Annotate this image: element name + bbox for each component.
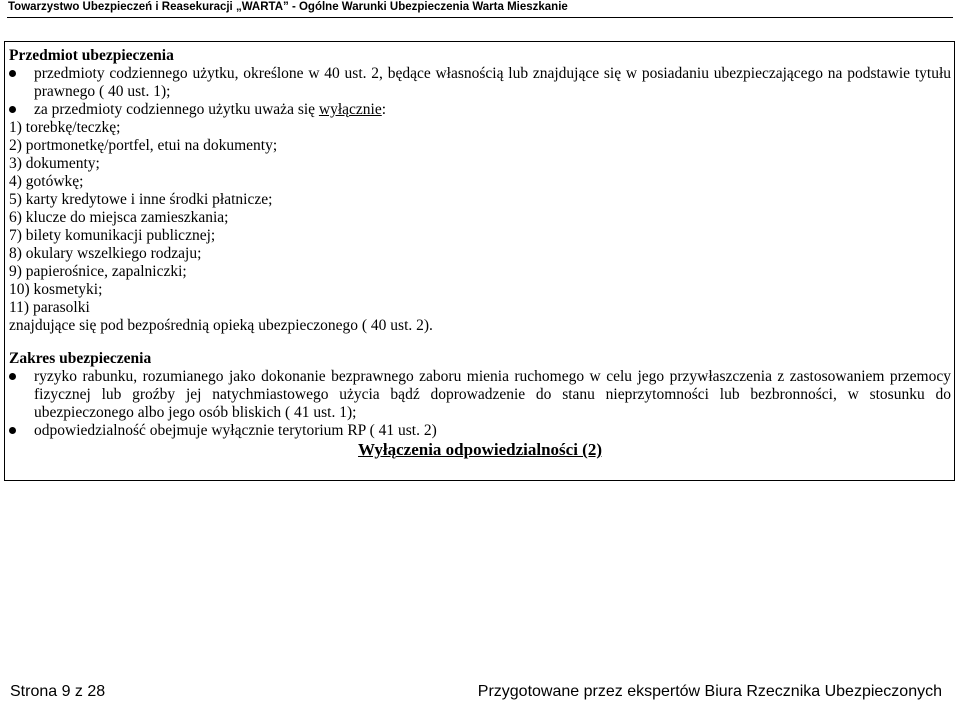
subject-heading: Przedmiot ubezpieczenia	[9, 47, 174, 64]
exclusions-title: Wyłączenia odpowiedzialności (2)	[358, 440, 602, 459]
subject-bullet-2-underlined: wyłącznie	[318, 101, 382, 118]
list-item: 5) karty kredytowe i inne środki płatnicze;	[9, 191, 273, 208]
page-number: Strona 9 z 28	[10, 683, 106, 700]
subject-bullet-2-prefix: za przedmioty codziennego użytku uważa się	[34, 101, 319, 118]
subject-bullet-1	[9, 65, 951, 101]
scope-heading: Zakres ubezpieczenia	[9, 350, 152, 367]
list-item: 11) parasolki	[9, 299, 90, 316]
list-item: 10) kosmetyki;	[9, 281, 103, 298]
list-item: 9) papierośnice, zapalniczki;	[9, 263, 187, 280]
bullet-icon	[9, 106, 16, 113]
page-content	[9, 47, 951, 460]
footer-credit: Przygotowane przez ekspertów Biura Rzecznika Ubezpieczonych	[477, 683, 942, 700]
list-item: 1) torebkę/teczkę;	[9, 119, 121, 136]
scope-bullet-2	[9, 422, 951, 440]
list-item: 8) okulary wszelkiego rodzaju;	[9, 245, 202, 262]
bullet-icon	[9, 373, 16, 380]
scope-bullet-1	[9, 368, 951, 422]
list-item: 4) gotówkę;	[9, 173, 84, 190]
list-item: 6) klucze do miejsca zamieszkania;	[9, 209, 229, 226]
subject-bullet-2	[9, 101, 951, 119]
subject-bullet-2-suffix: :	[381, 101, 387, 118]
list-item: 7) bilety komunikacji publicznej;	[9, 227, 216, 244]
scope-bullet-1-text: ryzyko rabunku, rozumianego jako dokonanie bezprawnego zaboru mienia ruchomego w celu jego przywłaszczenia z zastosowaniem przemocy fizycznej lub groźby jej natychmiastowego użycia bądź doprowadzenie do stanu nieprzytomności lub bezbronności, w stosunku do ubezpieczonego albo jego osób bliskich ( 41 ust. 1);	[34, 368, 951, 421]
header-divider	[7, 17, 953, 18]
scope-bullet-2-text: odpowiedzialność obejmuje wyłącznie terytorium RP ( 41 ust. 2)	[34, 422, 437, 439]
bullet-icon	[9, 70, 16, 77]
section-gap	[9, 335, 951, 350]
subject-bullet-1-text: przedmioty codziennego użytku, określone w 40 ust. 2, będące własnością lub znajdujące się w posiadaniu ubezpieczającego na podstawie tytułu prawnego ( 40 ust. 1);	[34, 65, 951, 100]
list-item: 3) dokumenty;	[9, 155, 100, 172]
bullet-icon	[9, 427, 16, 434]
document-header-title: Towarzystwo Ubezpieczeń i Reasekuracji „WARTA” - Ogólne Warunki Ubezpieczenia Warta Mieszkanie	[8, 1, 568, 13]
subject-closing: znajdujące się pod bezpośrednią opieką ubezpieczonego ( 40 ust. 2).	[9, 317, 433, 334]
list-item: 2) portmonetkę/portfel, etui na dokumenty;	[9, 137, 278, 154]
